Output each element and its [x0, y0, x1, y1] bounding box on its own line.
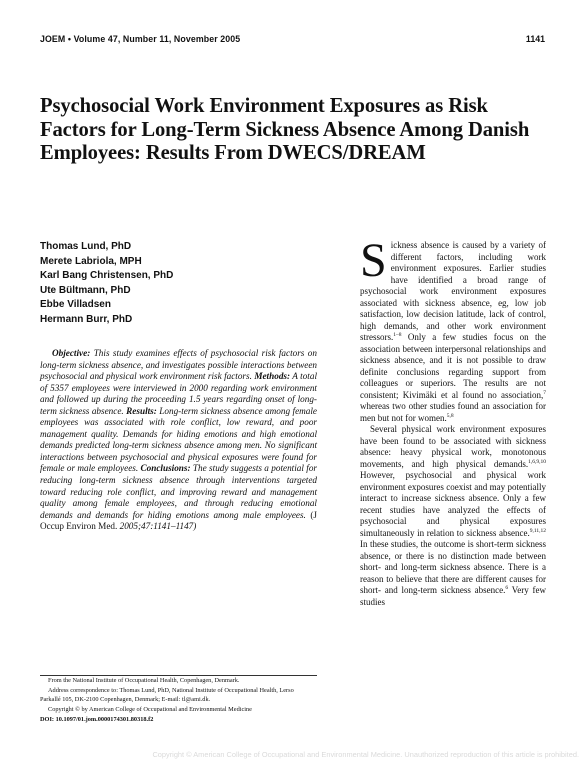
results-text: Long-term sickness absence among female employees was associated with role conflict, low reward, and poor management quality. Demands for hiding emotions and high emotional demands predicted long-term sickness absence among men. No significant interactions between psychosocial and physical exposures were found for female or male employees. — [40, 405, 318, 474]
article-title: Psychosocial Work Environment Exposures as Risk Factors for Long-Term Sickness Absence Among Danish Employees: Results From DWECS/DREAM — [40, 95, 530, 164]
reference: 6 — [505, 585, 509, 591]
author-name: Ebbe Villadsen — [40, 299, 111, 311]
doi: DOI: 10.1097/01.jom.0000174301.80318.f2 — [40, 716, 154, 723]
affiliation-note: From the National Institute of Occupational Health, Copenhagen, Denmark. — [48, 677, 240, 684]
reference: 5,8 — [446, 412, 454, 419]
author-name: Merete Labriola, MPH — [40, 255, 142, 267]
correspondence-note: Address correspondence to: Thomas Lund, PhD, National Institute of Occupational Health, Lerso — [48, 686, 294, 694]
drop-cap: S — [360, 234, 387, 287]
conclusions-label: Conclusions: — [140, 463, 191, 474]
reference: 7 — [543, 389, 546, 396]
text-run: whereas two other studies found an association for men but not for women. — [360, 401, 546, 423]
reference: 9,11,12 — [529, 527, 546, 534]
author-name: Hermann Burr, PhD — [40, 313, 133, 325]
journal-header: JOEM • Volume 47, Number 11, November 2005 — [40, 34, 241, 44]
reference: 1,6,9,10 — [528, 458, 546, 465]
text-run: However, psychosocial and physical work environment exposures coexist and may potentially interact to increase sickness absence. Only a few recent studies have analyzed the effects of psychosocial and physical exposures simultaneously in relation to sickness absence. — [360, 470, 546, 538]
text-run: Very few studies — [360, 585, 546, 607]
author-name: Thomas Lund, PhD — [40, 241, 132, 252]
citation-journal: (J Occup Environ Med. — [40, 509, 317, 532]
author-name: Karl Bang Christensen, PhD — [40, 270, 174, 282]
page-number: 1141 — [525, 34, 545, 44]
results-label: Results: — [126, 405, 157, 416]
paragraph-physical — [360, 424, 546, 608]
text-run: In these studies, the outcome is short-term sickness absence, or there is no distinction made between short- and long-term sickness absence. There is a reason to believe that there are different causes for short- and long-term sickness absence. — [360, 539, 546, 595]
author-name: Ute Bültmann, PhD — [40, 284, 131, 296]
text-run: Several physical work environment exposures have been found to be associated with sickness absence: heavy physical work, monotonous movements, and high physical demands. — [360, 424, 546, 469]
footnotes — [40, 676, 325, 725]
text-run: ickness absence is caused by a variety of different factors, including work environment exposures. Earlier studies have identified a broad range of psychosocial work environment exposures associated with sickness absence, eg, low job satisfaction, low decision latitude, lack of control, high demands, and other work environment stressors. — [360, 240, 546, 342]
body-text — [360, 234, 546, 608]
reference: 1–8 — [393, 332, 402, 338]
conclusions-text: The study suggests a potential for reducing long-term sickness absence through interventions targeted toward reducing role conflict, and improving reward and management quality among female employees, and through reducing emotional demands and demands for hiding emotions among male employees. — [40, 463, 318, 520]
citation-ref: 2005;47:1141–1147) — [119, 521, 197, 532]
objective-text: This study examines effects of psychosocial risk factors on long-term sickness absence, and investigates possible interactions between psychosocial and physical work environment risk factors. — [40, 348, 317, 382]
methods-label: Methods: — [254, 371, 291, 382]
methods-text: A total of 5357 employees were interviewed in 2000 regarding work environment and followed up during the proceeding 1.5 years regarding onset of long-term sickness absence. — [40, 371, 317, 416]
paragraph-intro — [360, 234, 546, 424]
text-run: Only a few studies focus on the association between interpersonal relationships and sickness absence, and it is not possible to draw definite conclusions regarding support from colleagues or superiors. The results are not consistent; Kivimäki et al found no association, — [360, 332, 546, 400]
author-list — [40, 240, 320, 328]
objective-label: Objective: — [52, 348, 91, 358]
copyright-note: Copyright © by American College of Occupational and Environmental Medicine — [48, 705, 252, 713]
abstract — [40, 348, 317, 533]
copyright-watermark: Copyright © American College of Occupational and Environmental Medicine. Unauthorized reproduction of this article is prohibited. — [152, 750, 579, 759]
correspondence-note-cont: Parkallé 105, DK-2100 Copenhagen, Denmark; E-mail: tl@ami.dk. — [40, 696, 211, 703]
